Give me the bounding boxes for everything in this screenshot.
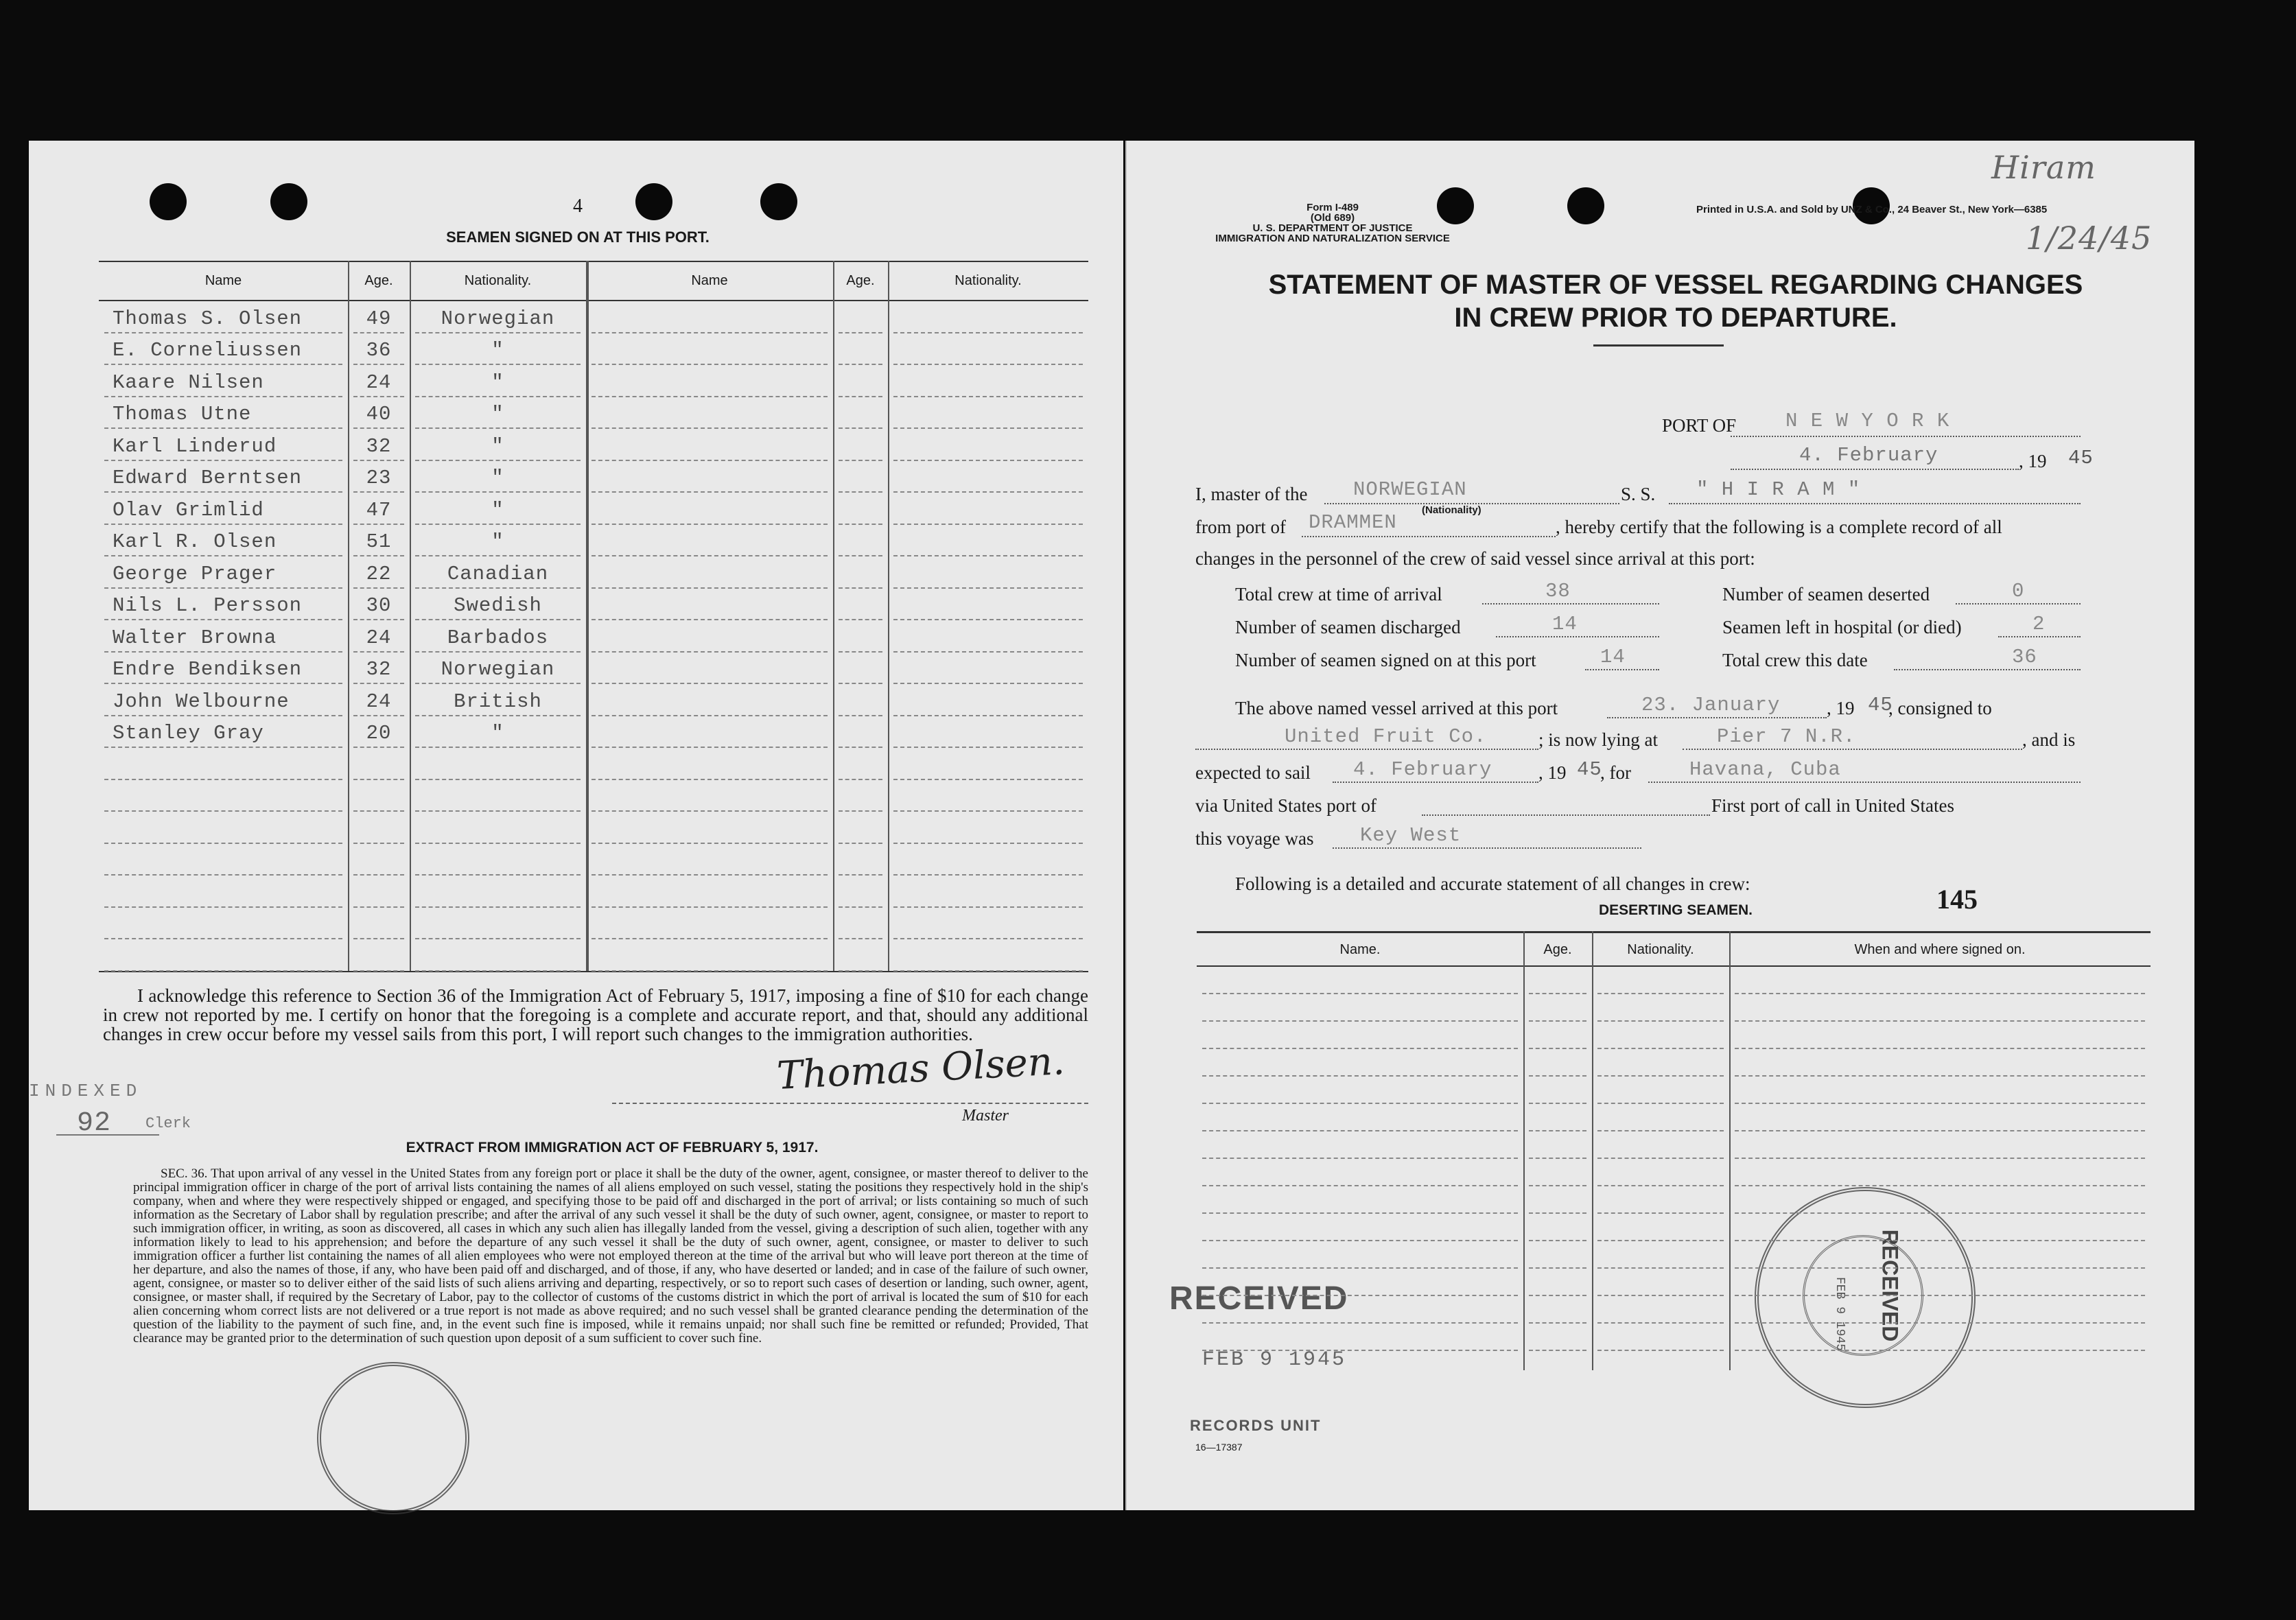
hospital-value: 2 (2033, 613, 2046, 635)
crew-age: 22 (366, 562, 392, 585)
expected-label: expected to sail (1195, 762, 1311, 783)
nationality-header: Nationality. (464, 273, 532, 288)
ss-label: S. S. (1621, 484, 1656, 504)
extract-title: EXTRACT FROM IMMIGRATION ACT OF FEBRUARY 5, 1917. (406, 1140, 819, 1155)
punch-hole (760, 183, 797, 220)
crew-name: Thomas S. Olsen (113, 307, 303, 330)
deserted-label: Number of seamen deserted (1722, 584, 1930, 604)
crew-age: 24 (366, 690, 392, 713)
received-date: FEB 9 1945 (1202, 1348, 1347, 1372)
arrived-year-value: 45 (1868, 694, 1893, 716)
lying-label: ; is now lying at (1538, 729, 1658, 750)
printer-line: Printed in U.S.A. and Sold by UNZ & Co., 24 Beaver St., New York—6385 (1696, 204, 2048, 215)
acknowledgement-text: I acknowledge this reference to Section 36 of the Immigration Act of February 5, 1917, imposing a fine of $10 for each change in crew not reported by me. I certify on honor that the foregoing is a complete and accurate report, and that, should any additional changes in crew occur before my vessel sails from this port, I will report such changes to the immigration authorities. (103, 985, 1088, 1044)
crew-age: 20 (366, 722, 392, 744)
received-stamp: RECEIVED (1169, 1280, 1349, 1317)
form-old: (Old 689) (1310, 212, 1355, 224)
crew-age: 23 (366, 467, 392, 489)
records-unit-stamp: RECORDS UNIT (1190, 1417, 1322, 1434)
total-date-value: 36 (2012, 646, 2037, 668)
crew-nationality: " (491, 371, 504, 394)
crew-name: John Welbourne (113, 690, 290, 713)
indexed-stamp: INDEXED (29, 1081, 143, 1101)
age-header: Age. (364, 273, 393, 288)
crew-age: 30 (366, 594, 392, 617)
round-stamp-date: FEB 9 1945 (1833, 1276, 1847, 1352)
service: IMMIGRATION AND NATURALIZATION SERVICE (1215, 233, 1450, 244)
from-port-value: DRAMMEN (1309, 511, 1397, 534)
crew-age: 49 (366, 307, 392, 330)
crew-age: 51 (366, 530, 392, 553)
title-line-1: STATEMENT OF MASTER OF VESSEL REGARDING CHANGES (1268, 270, 2083, 300)
certify-text: , hereby certify that the following is a complete record of all (1556, 517, 2002, 537)
nationality-value: NORWEGIAN (1353, 478, 1467, 501)
crew-nationality: Canadian (447, 562, 549, 585)
form-number: Form I-489 (1307, 202, 1359, 213)
consignee-value: United Fruit Co. (1285, 725, 1487, 748)
from-port-label: from port of (1195, 517, 1286, 537)
punch-hole (635, 183, 672, 220)
date-value: 4. February (1799, 444, 1938, 467)
crew-nationality: " (491, 434, 504, 458)
master-of-the-label: I, master of the (1195, 484, 1308, 504)
expected-year-value: 45 (1577, 758, 1602, 781)
extract-text: SEC. 36. That upon arrival of any vessel in the United States from any foreign port or place it shall be the duty of the owner, agent, consignee, or master thereof to deliver to the principal immigration officer in charge of the port of arrival lists containing the names of all aliens employed on such vessel, stating the positions they respectively hold in the ship's company, when and where they were respectively shipped or engaged, and specifying those to be paid off and discharged in the port of arrival; or lists containing so much of such information as the Secretary of Labor shall by regulation prescribe; and after the arrival of any such vessel it shall be the duty of such owner, agent, consignee, or master to report to such immigration officer, in writing, as soon as discovered, all cases in which any such alien has illegally landed from the vessel, giving a description of such alien, together with any information likely to lead to his apprehension; and before the departure of any such vessel it shall be the duty of such owner, agent, consignee, or master to deliver to such immigration officer a further list containing the names of all alien employees who were not employed thereon at the time of the arrival but who will leave port thereon at the time of her departure, and also the names of those, if any, who have been paid off and discharged, and of those, if any, who have deserted or landed; and in case of the failure of such owner, agent, consignee, or master so to deliver either of the said lists of such aliens arriving and departing, respectively, or so to report such cases of desertion or landing, such owner, agent, consignee, or master shall, if required by the Secretary of Labor, pay to the collector of customs of the customs district in which the port of arrival is located the sum of $10 for each alien concerning whom correct lists are not delivered or a true report is not made as above required; and no such vessel shall be granted clearance pending the determination of the question of the liability to the payment of such fine, and, in the event such fine is imposed, while it remains unpaid; nor shall such fine be remitted or refunded; Provided, That clearance may be granted prior to the determination of such question upon deposit of a sum sufficient to cover such fine. (133, 1166, 1088, 1346)
desert-when-header: When and where signed on. (1854, 942, 2026, 957)
name-header-2: Name (691, 273, 728, 288)
punch-hole (150, 183, 187, 220)
crew-nationality: " (491, 467, 504, 489)
total-arrival-value: 38 (1545, 580, 1571, 602)
crew-nationality: Norwegian (441, 658, 555, 681)
arrived-value: 23. January (1641, 694, 1781, 716)
crew-age: 24 (366, 371, 392, 394)
year-value: 45 (2068, 447, 2094, 469)
section-title: SEAMEN SIGNED ON AT THIS PORT. (446, 228, 710, 246)
crew-age: 24 (366, 626, 392, 649)
crew-nationality: " (491, 339, 504, 362)
port-label: PORT OF (1662, 415, 1737, 436)
crew-name: Thomas Utne (113, 403, 252, 425)
changes-text: changes in the personnel of the crew of said vessel since arrival at this port: (1195, 548, 1755, 569)
for-value: Havana, Cuba (1689, 758, 1841, 781)
crew-name: Nils L. Persson (113, 594, 303, 617)
crew-name: Walter Browna (113, 626, 277, 649)
crew-nationality: Norwegian (441, 307, 555, 330)
crew-age: 32 (366, 434, 392, 458)
total-arrival-label: Total crew at time of arrival (1235, 584, 1442, 604)
margin-note-date: 1/24/45 (2026, 220, 2153, 257)
crew-name: Edward Berntsen (113, 467, 303, 489)
via-label: via United States port of (1195, 795, 1377, 816)
crew-name: George Prager (113, 562, 277, 585)
crew-age: 32 (366, 658, 392, 681)
total-date-label: Total crew this date (1722, 650, 1868, 670)
nationality-label: (Nationality) (1422, 504, 1481, 516)
lying-value: Pier 7 N.R. (1717, 725, 1856, 748)
crew-name: Karl Linderud (113, 434, 277, 458)
signed-on-label: Number of seamen signed on at this port (1235, 650, 1536, 670)
voyage-label: this voyage was (1195, 828, 1314, 849)
year-prefix: , 19 (2019, 451, 2047, 471)
first-port-label: First port of call in United States (1711, 795, 1954, 816)
crew-age: 36 (366, 339, 392, 362)
clerk-label: Clerk (145, 1115, 191, 1132)
crew-age: 47 (366, 498, 392, 521)
crew-nationality: " (491, 498, 504, 521)
crew-name: Olav Grimlid (113, 498, 264, 521)
crew-age: 40 (366, 403, 392, 425)
for-label: , for (1600, 762, 1631, 783)
crew-name: Kaare Nilsen (113, 371, 264, 394)
round-stamp-partial (317, 1362, 469, 1514)
crew-name: Stanley Gray (113, 722, 264, 744)
name-header: Name (204, 273, 242, 288)
nationality-header-2: Nationality. (954, 273, 1022, 288)
deserted-value: 0 (2012, 580, 2025, 602)
crew-nationality: Barbados (447, 626, 549, 649)
arrived-label: The above named vessel arrived at this port (1235, 698, 1558, 718)
crew-nationality: " (491, 530, 504, 553)
voyage-value: Key West (1360, 824, 1462, 847)
margin-note-name: Hiram (1991, 149, 2096, 186)
desert-age-header: Age. (1543, 942, 1572, 957)
consigned-label: , consigned to (1888, 698, 1992, 718)
right-page: Form I-489 (Old 689) U. S. DEPARTMENT OF JUSTICE IMMIGRATION AND NATURALIZATION SERVICE Printed in U.S.A. and Sold by UNZ & Co., 24 Beaver St., New York—6385 Hiram 1/24/45 STATEMENT OF MASTER OF VESSEL REGARDING CHANGES IN CREW PRIOR TO DEPARTURE. PORT OF N E W Y O R K 4. February , 19 45 I, master of the NORWEGIAN (Nationality) S. S. " H I R A M " from port of DRAMMEN , hereby certify that the following is a complete record of all changes in the personnel of the crew of said vessel since arrival at this port: Total crew at time of arrival 38 Number of seamen deserted 0 Number of seamen discharged 14 Seamen left in hospital (or died) 2 Number of seamen signed on at this port 14 Total crew this date 36 The above named vessel arrived at this port 23. January , 19 45 , consigned to United Fruit Co. ; is now lying at Pier 7 N.R. , and is expected to sail 4. February , 19 45 , for Havana, Cuba via United States port of First port of call in United States this voyage was Key West Following is a detailed and accurate statement of all changes in crew: 145 DESERTING SEAMEN. Name. Age. Nationality. When and where signed on. RECEIVED FEB 9 1945 RECORDS UNIT RECEIVED FEB 9 1945 16—17387 (1125, 141, 2194, 1510)
left-page (29, 141, 1123, 1510)
punch-hole (270, 183, 307, 220)
desert-nationality-header: Nationality. (1627, 942, 1694, 957)
page-number: 4 (573, 196, 583, 217)
form-ref-number: 145 (1936, 884, 1978, 915)
signed-on-value: 14 (1600, 646, 1626, 668)
punch-hole (1567, 187, 1604, 224)
and-is-label: , and is (2022, 729, 2076, 750)
master-label: Master (962, 1107, 1009, 1125)
expected-value: 4. February (1353, 758, 1492, 781)
crew-nationality: " (491, 403, 504, 425)
title-line-2: IN CREW PRIOR TO DEPARTURE. (1454, 303, 1897, 333)
desert-name-header: Name. (1339, 942, 1381, 957)
deserting-title: DESERTING SEAMEN. (1598, 902, 1753, 918)
crew-name: Karl R. Olsen (113, 530, 277, 553)
hospital-label: Seamen left in hospital (or died) (1722, 617, 1962, 637)
ship-name: " H I R A M " (1696, 478, 1861, 501)
clerk-number: 92 (77, 1108, 112, 1139)
crew-nationality: British (454, 690, 542, 713)
discharged-value: 14 (1552, 613, 1578, 635)
age-header-2: Age. (846, 273, 875, 288)
following-text: Following is a detailed and accurate statement of all changes in crew: (1235, 873, 1750, 894)
crew-name: E. Corneliussen (113, 339, 303, 362)
master-signature: Thomas Olsen. (775, 1039, 1066, 1099)
port-value: N E W Y O R K (1785, 410, 1950, 432)
crew-nationality: " (491, 722, 504, 744)
discharged-label: Number of seamen discharged (1235, 617, 1461, 637)
footer-code: 16—17387 (1195, 1442, 1243, 1453)
crew-nationality: Swedish (454, 594, 542, 617)
department: U. S. DEPARTMENT OF JUSTICE (1252, 222, 1413, 234)
round-stamp-text: RECEIVED (1877, 1229, 1903, 1342)
crew-name: Endre Bendiksen (113, 658, 303, 681)
